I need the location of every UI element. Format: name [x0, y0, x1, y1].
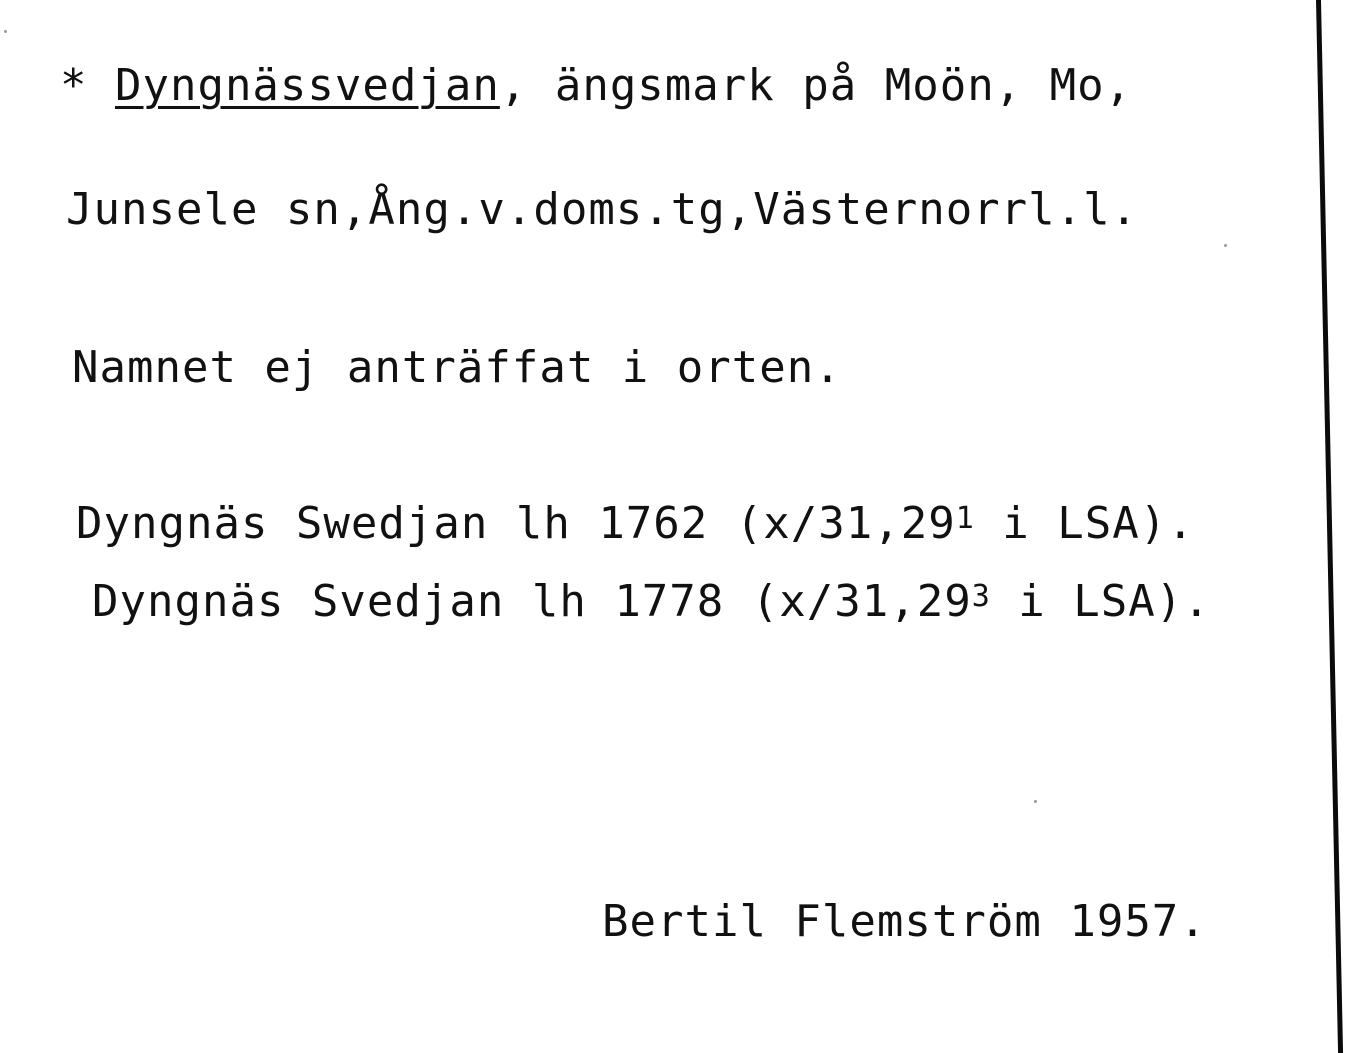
- source-text: Dyngnäs Svedjan lh 1778 (x/31,29: [92, 576, 972, 627]
- headword: Dyngnässvedjan: [114, 60, 500, 111]
- source-tail: i LSA).: [974, 498, 1195, 549]
- source-line-1762: [76, 496, 1195, 557]
- heading-description: , ängsmark på Moön, Mo,: [499, 60, 1133, 111]
- scan-speck: [4, 30, 7, 33]
- scan-speck: [1224, 244, 1227, 247]
- scan-speck: [1034, 800, 1037, 803]
- note-line: Namnet ej anträffat i orten.: [72, 342, 842, 393]
- asterisk-marker: *: [60, 60, 115, 111]
- source-line-1778: [92, 574, 1211, 635]
- source-tail: i LSA).: [990, 576, 1211, 627]
- source-superscript: 3: [971, 579, 991, 614]
- heading-line: [60, 58, 1132, 114]
- signature: Bertil Flemström 1957.: [602, 896, 1207, 947]
- source-superscript: 1: [955, 501, 975, 536]
- source-text: Dyngnäs Swedjan lh 1762 (x/31,29: [76, 498, 956, 549]
- location-line: Junsele sn,Ång.v.doms.tg,Västernorrl.l.: [66, 184, 1139, 235]
- card-edge-line: [1316, 0, 1343, 1053]
